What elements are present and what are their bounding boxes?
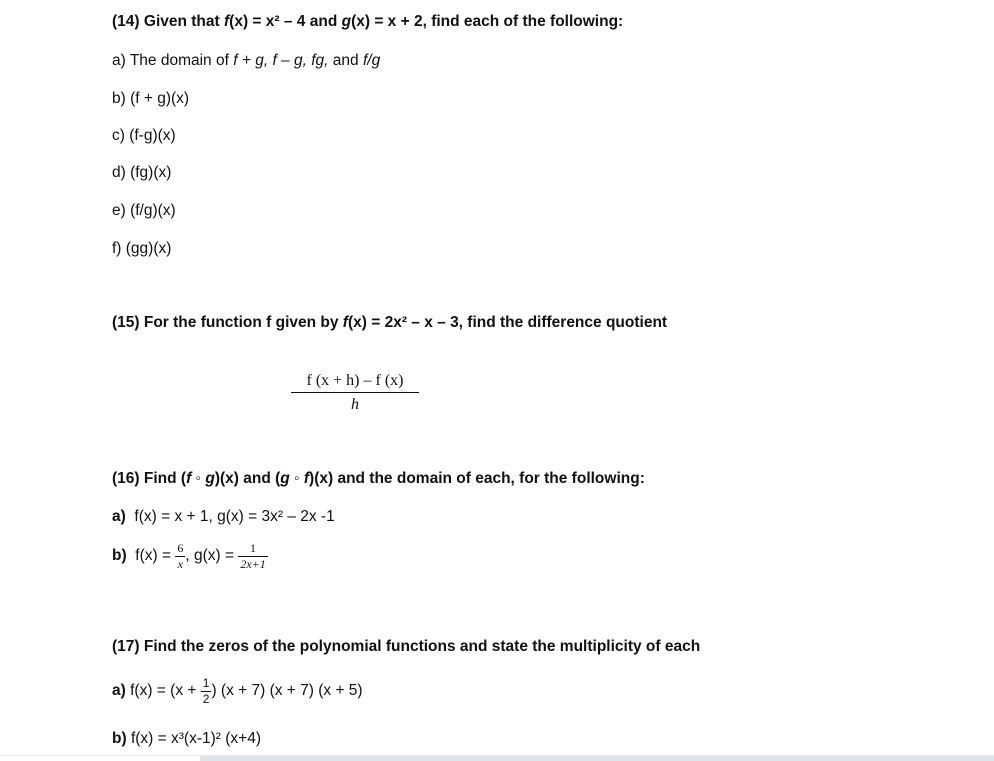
q15-heading <box>112 314 667 332</box>
q16-heading <box>112 470 645 488</box>
q14-heading-pre: Given that <box>143 13 220 30</box>
q16-b-g-numerator: 1 <box>238 542 267 557</box>
q16-b-comma: , <box>185 547 190 565</box>
q17-a-numerator: 1 <box>202 676 210 690</box>
q16-b-g: g(x) = <box>193 547 235 565</box>
q17-b-text: f(x) = x³(x-1)² (x+4) <box>130 730 261 747</box>
q17-a-label: a) <box>112 682 126 700</box>
q16-part-b <box>112 542 268 570</box>
q16-b-g-denominator: 2x+1 <box>240 556 266 571</box>
q17-part-a <box>112 677 363 705</box>
q16-b-f-numerator: 6 <box>177 541 184 555</box>
q14-part-d: d) (fg)(x) <box>112 164 172 181</box>
q14-number: (14) <box>112 13 140 30</box>
q14-a-expr: f + g, f – g, fg, <box>233 52 329 69</box>
q14-part-b: b) (f + g)(x) <box>112 90 190 107</box>
q14-part-a <box>112 52 380 70</box>
q17-part-b <box>112 730 261 748</box>
q16-g-name-1: g <box>205 470 215 487</box>
q14-a-text: The domain of <box>129 52 229 69</box>
q17-heading: (17) Find the zeros of the polynomial functions and state the multiplicity of each <box>112 638 701 655</box>
q16-f-name-1: f <box>186 470 192 487</box>
q14-and: and <box>309 13 338 30</box>
horizontal-scrollbar[interactable] <box>200 756 994 761</box>
q16-b-f: f(x) = <box>135 547 172 565</box>
q16-heading-mid: )(x) and ( <box>214 470 281 487</box>
q16-a-label: a) <box>112 508 126 525</box>
q16-b-label: b) <box>112 547 127 565</box>
q16-f-name-2: f <box>303 470 310 487</box>
q16-a-text: f(x) = x + 1, g(x) = 3x² – 2x -1 <box>134 508 335 525</box>
difference-quotient-numerator: f (x + h) – f (x) <box>291 372 419 393</box>
q14-part-c: c) (f-g)(x) <box>112 127 176 144</box>
q16-g-name-2: g <box>280 470 290 487</box>
q17-a-fraction <box>201 677 212 705</box>
composition-circle-1: ◦ <box>195 470 202 487</box>
q16-heading-post: )(x) and the domain of each, for the following: <box>309 470 645 487</box>
q15-heading-post: (x) = 2x² – x – 3, find the difference quotient <box>347 314 668 331</box>
q14-a-and: and <box>332 52 359 69</box>
q15-heading-pre: (15) For the function f given by <box>112 314 339 331</box>
q16-b-f-fraction <box>175 542 185 570</box>
q14-f-name: f <box>224 13 230 30</box>
q17-a-pre: f(x) = (x + <box>130 682 197 700</box>
difference-quotient-denominator: h <box>351 396 359 413</box>
q14-a-expr2: f/g <box>362 52 381 69</box>
q17-a-denominator: 2 <box>202 691 210 706</box>
q16-b-f-denominator: x <box>177 556 183 571</box>
q16-heading-pre: (16) Find ( <box>112 470 187 487</box>
composition-circle-2: ◦ <box>294 470 300 487</box>
q14-g-def: (x) = x + 2, find each of the following: <box>351 13 624 30</box>
q14-part-e: e) (f/g)(x) <box>112 202 176 219</box>
q15-f-name: f <box>342 314 348 331</box>
q16-b-g-fraction <box>238 542 267 570</box>
q14-a-label: a) <box>112 52 126 69</box>
q16-part-a <box>112 508 335 526</box>
q14-f-def: (x) = x² – 4 <box>229 13 306 30</box>
q17-a-post: ) (x + 7) (x + 7) (x + 5) <box>211 682 363 700</box>
q14-g-name: g <box>341 13 352 30</box>
q14-heading <box>112 13 623 31</box>
q14-part-f: f) (gg)(x) <box>112 240 172 257</box>
difference-quotient <box>291 372 419 414</box>
q17-b-label: b) <box>112 730 127 747</box>
